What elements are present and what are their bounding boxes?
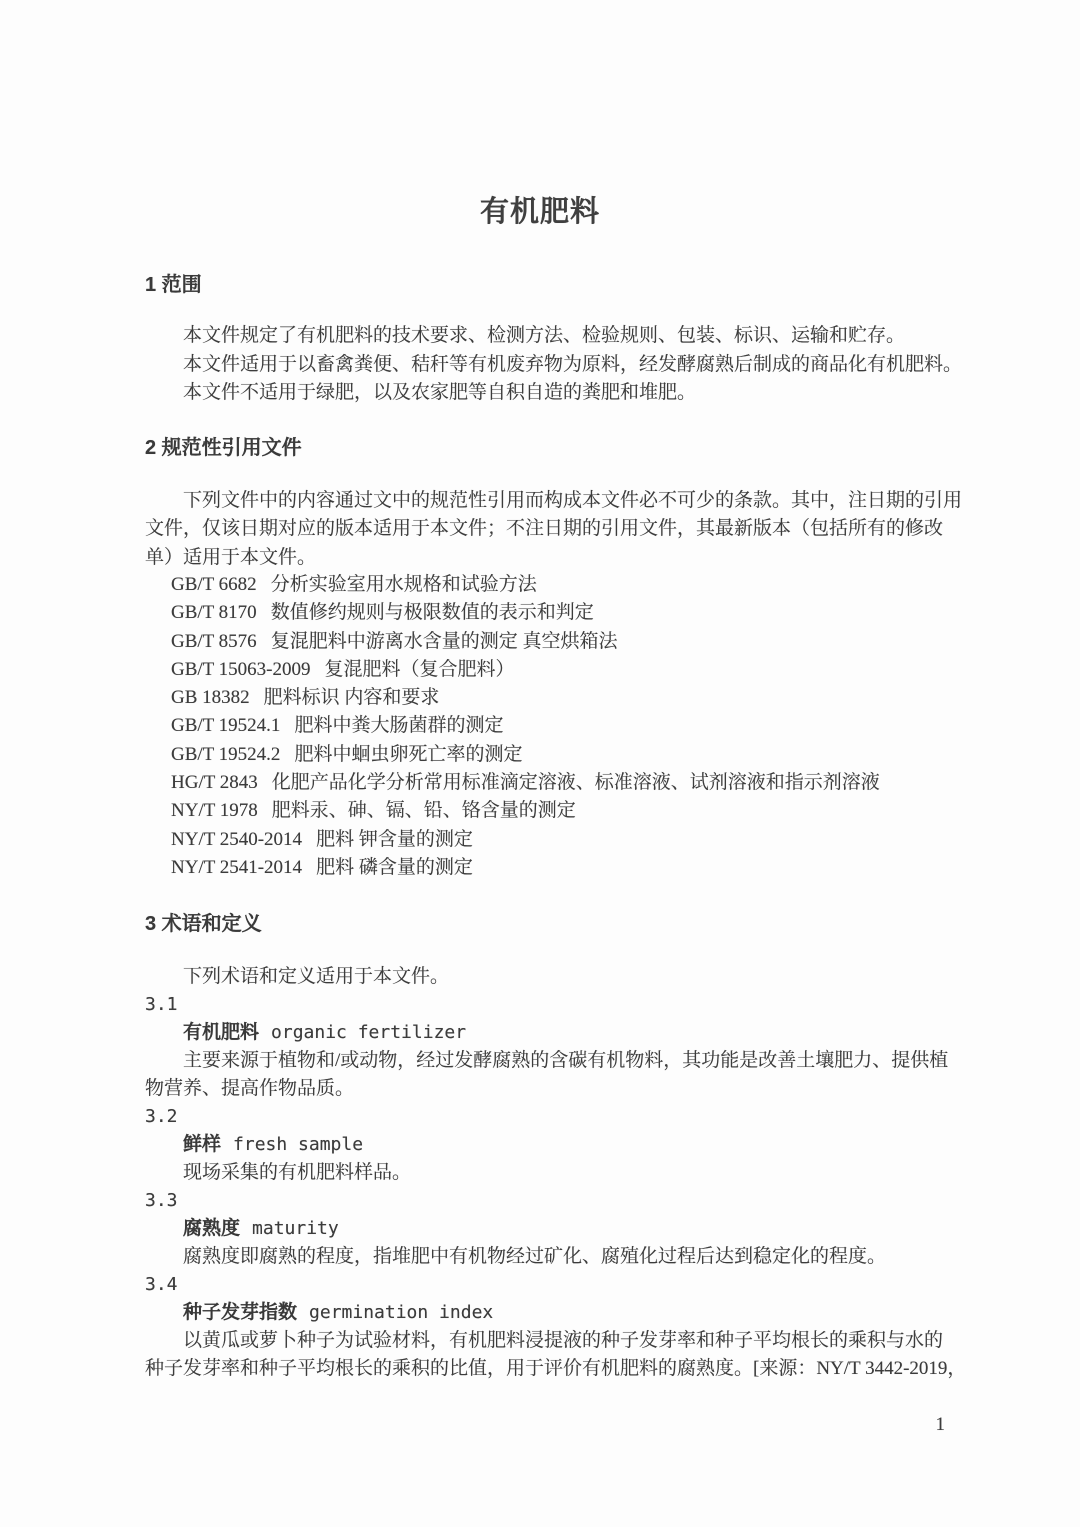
reference-title: 肥料汞、砷、镉、铅、铬含量的测定	[271, 800, 576, 822]
reference-code: GB/T 8576	[171, 630, 257, 652]
term-name-en: fresh sample	[233, 1134, 364, 1155]
term-name-en: organic fertilizer	[271, 1022, 467, 1043]
section-heading-terms: 3 术语和定义	[145, 913, 262, 935]
paragraph-line: 文件，仅该日期对应的版本适用于本文件；不注日期的引用文件，其最新版本（包括所有的修改	[145, 518, 944, 540]
reference-item	[145, 797, 945, 825]
term-number: 3.2	[145, 1106, 178, 1127]
paragraph-line: 下列文件中的内容通过文中的规范性引用而构成本文件必不可少的条款。其中，注日期的引用	[183, 490, 963, 511]
paragraph-line: 本文件不适用于绿肥，以及农家肥等自积自造的粪肥和堆肥。	[183, 382, 697, 403]
term-definition-line: 现场采集的有机肥料样品。	[183, 1162, 412, 1183]
reference-code: GB/T 6682	[171, 574, 257, 595]
reference-title: 肥料中粪大肠菌群的测定	[294, 715, 504, 737]
reference-code: GB/T 19524.2	[171, 743, 281, 765]
references-list	[145, 571, 945, 882]
document-title: 有机肥料	[479, 196, 600, 228]
term-name-zh: 种子发芽指数	[183, 1302, 298, 1323]
reference-code: HG/T 2843	[171, 772, 258, 794]
term-name-zh: 有机肥料	[183, 1022, 260, 1043]
reference-code: GB/T 8170	[171, 602, 257, 624]
term-title	[145, 1131, 945, 1159]
reference-title: 肥料 钾含量的测定	[316, 828, 473, 850]
term-name-en: maturity	[252, 1218, 339, 1239]
term-title	[145, 1299, 945, 1327]
term-name-zh: 鲜样	[183, 1134, 222, 1155]
reference-item	[145, 769, 945, 797]
references-intro	[145, 487, 963, 572]
page-number: 1	[935, 1414, 945, 1435]
section-heading-scope: 1 范围	[145, 274, 202, 296]
reference-item	[145, 712, 945, 740]
section-heading-references: 2 规范性引用文件	[145, 437, 302, 459]
reference-code: NY/T 2540-2014	[171, 828, 303, 850]
term-definition-line: 以黄瓜或萝卜种子为试验材料，有机肥料浸提液的种子发芽率和种子平均根长的乘积与水的	[183, 1330, 944, 1351]
reference-item	[145, 656, 945, 684]
reference-code: NY/T 1978	[171, 800, 258, 822]
term-definition-line: 主要来源于植物和/或动物，经过发酵腐熟的含碳有机物料，其功能是改善土壤肥力、提供植	[183, 1050, 949, 1071]
reference-item	[145, 571, 945, 599]
reference-item	[145, 628, 945, 656]
term-name-zh: 腐熟度	[183, 1218, 241, 1239]
reference-title: 复混肥料中游离水含量的测定 真空烘箱法	[270, 630, 618, 652]
reference-title: 数值修约规则与极限数值的表示和判定	[270, 602, 594, 624]
reference-title: 肥料 磷含量的测定	[316, 856, 473, 878]
term-title	[145, 1019, 945, 1047]
term-number: 3.3	[145, 1190, 178, 1211]
reference-title: 肥料标识 内容和要求	[263, 687, 440, 709]
reference-item	[145, 741, 945, 769]
reference-title: 复混肥料（复合肥料）	[324, 658, 515, 680]
paragraph-line: 本文件规定了有机肥料的技术要求、检测方法、检验规则、包装、标识、运输和贮存。	[183, 325, 906, 346]
paragraph-line: 本文件适用于以畜禽粪便、秸秆等有机废弃物为原料，经发酵腐熟后制成的商品化有机肥料。	[183, 353, 963, 375]
term-title	[145, 1215, 945, 1243]
scope-paragraphs	[145, 322, 963, 408]
reference-title: 肥料中蛔虫卵死亡率的测定	[294, 743, 523, 765]
reference-code: GB/T 19524.1	[171, 715, 281, 737]
reference-code: NY/T 2541-2014	[171, 856, 303, 878]
reference-item	[145, 684, 945, 712]
reference-code: GB/T 15063-2009	[171, 658, 311, 680]
reference-title: 化肥产品化学分析常用标准滴定溶液、标准溶液、试剂溶液和指示剂溶液	[271, 772, 880, 794]
term-definition-line: 物营养、提高作物品质。	[145, 1078, 355, 1099]
terms-and-definitions	[145, 963, 967, 1383]
term-number: 3.4	[145, 1274, 178, 1295]
terms-intro: 下列术语和定义适用于本文件。	[183, 966, 450, 987]
reference-title: 分析实验室用水规格和试验方法	[270, 574, 537, 595]
term-name-en: germination index	[309, 1302, 494, 1323]
term-definition-line: 腐熟度即腐熟的程度，指堆肥中有机物经过矿化、腐殖化过程后达到稳定化的程度。	[183, 1246, 887, 1267]
reference-item	[145, 599, 945, 627]
reference-code: GB 18382	[171, 687, 250, 709]
term-number: 3.1	[145, 994, 178, 1015]
term-definition-line: 种子发芽率和种子平均根长的乘积的比值，用于评价有机肥料的腐熟度。[来源：NY/T 3442-2019，	[145, 1358, 967, 1379]
paragraph-line: 单）适用于本文件。	[145, 546, 317, 568]
reference-item	[145, 854, 945, 882]
reference-item	[145, 826, 945, 854]
